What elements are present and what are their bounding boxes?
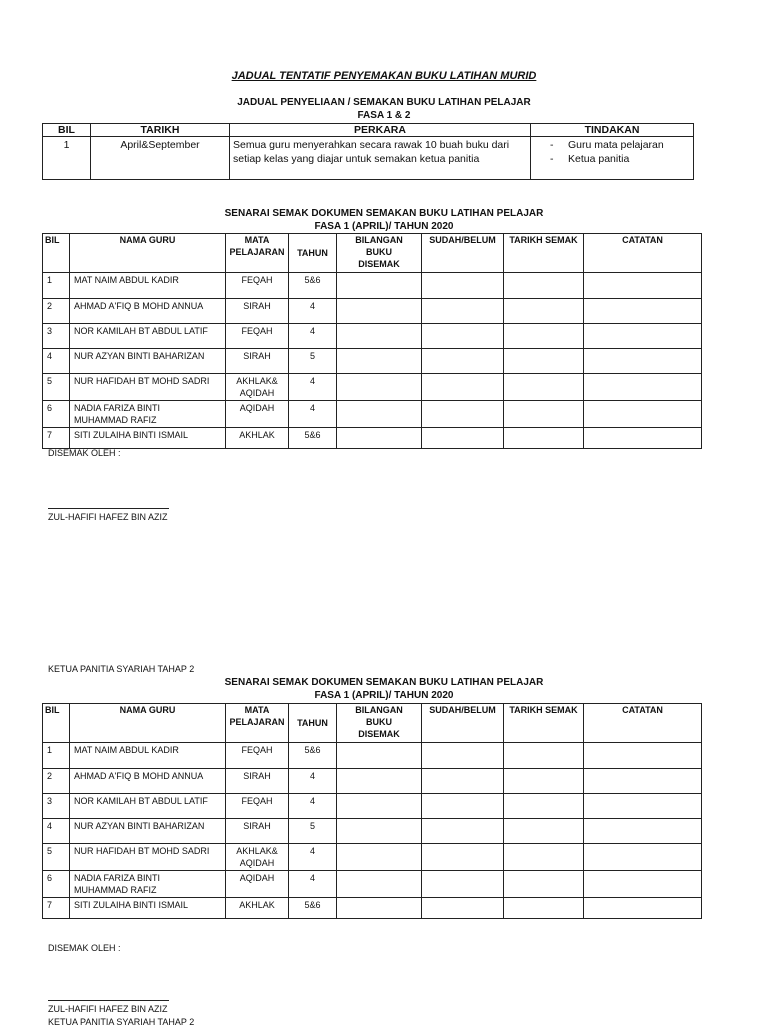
nama-line: NUR AZYAN BINTI BAHARIZAN [74,821,205,831]
row-bilangan-buku[interactable] [337,428,422,449]
row-catatan[interactable] [584,428,702,449]
header-text: DISEMAK [358,729,400,739]
schedule-title: JADUAL PENYELIAAN / SEMAKAN BUKU LATIHAN PELAJAR [237,97,531,108]
row-tahun: 5 [289,819,337,844]
checklist-subtitle: FASA 1 (APRIL)/ TAHUN 2020 [314,221,454,232]
signature-line [48,508,169,509]
row-sudah-belum[interactable] [422,844,504,871]
signatory-position: KETUA PANITIA SYARIAH TAHAP 2 [48,664,195,674]
row-mata-pelajaran [226,273,289,299]
row-bilangan-buku[interactable] [337,769,422,794]
row-sudah-belum[interactable] [422,299,504,324]
mata-line: AQIDAH [239,858,275,868]
row-tarikh-semak[interactable] [504,794,584,819]
row-bil: 5 [43,844,70,871]
checklist-table [42,703,702,919]
mata-line: AQIDAH [239,403,275,413]
row-bil: 2 [43,299,70,324]
row-mata-pelajaran [226,819,289,844]
row-tahun: 5&6 [289,273,337,299]
signatory-name: ZUL-HAFIFI HAFEZ BIN AZIZ [48,512,168,522]
row-nama-guru [70,428,226,449]
row-tahun: 4 [289,871,337,898]
mata-line: AKHLAK& [236,846,278,856]
row-bilangan-buku[interactable] [337,324,422,349]
row-nama-guru [70,844,226,871]
mata-line: FEQAH [241,745,273,755]
row-bilangan-buku[interactable] [337,844,422,871]
row-bil: 7 [43,898,70,919]
checklist-row [43,794,702,819]
row-nama-guru [70,401,226,428]
row-bilangan-buku[interactable] [337,898,422,919]
row-sudah-belum[interactable] [422,374,504,401]
row-sudah-belum[interactable] [422,794,504,819]
row-tarikh-semak[interactable] [504,324,584,349]
row-catatan[interactable] [584,898,702,919]
mata-line: AKHLAK& [236,376,278,386]
row-tahun: 4 [289,769,337,794]
header-mata-pelajaran [226,234,289,273]
nama-line: AHMAD A'FIQ B MOHD ANNUA [74,301,204,311]
header-text: BILANGAN [355,705,403,715]
nama-line: MAT NAIM ABDUL KADIR [74,745,179,755]
row-sudah-belum[interactable] [422,871,504,898]
row-bil: 1 [43,743,70,769]
mata-line: SIRAH [243,771,271,781]
nama-line: MAT NAIM ABDUL KADIR [74,275,179,285]
row-mata-pelajaran [226,299,289,324]
header-nama-guru: NAMA GURU [70,234,226,273]
schedule-bil: 1 [43,137,91,180]
row-mata-pelajaran [226,898,289,919]
row-bilangan-buku[interactable] [337,299,422,324]
mata-line: FEQAH [241,326,273,336]
signatory-position: KETUA PANITIA SYARIAH TAHAP 2 [48,1017,195,1027]
nama-line: NADIA FARIZA BINTI [74,403,161,413]
mata-line: SIRAH [243,351,271,361]
checklist-header-row [43,234,702,273]
row-bil: 7 [43,428,70,449]
row-tahun: 5&6 [289,898,337,919]
header-tarikh: TARIKH [91,124,230,137]
row-catatan[interactable] [584,743,702,769]
row-nama-guru [70,374,226,401]
checklist-subtitle: FASA 1 (APRIL)/ TAHUN 2020 [314,690,454,701]
row-nama-guru [70,898,226,919]
mata-line: SIRAH [243,821,271,831]
row-tahun: 4 [289,374,337,401]
header-text: PELAJARAN [229,717,285,727]
mata-line: FEQAH [241,275,273,285]
checklist-title: SENARAI SEMAK DOKUMEN SEMAKAN BUKU LATIHAN PELAJAR [224,677,544,688]
row-tahun: 4 [289,299,337,324]
row-mata-pelajaran [226,324,289,349]
header-mata-pelajaran [226,704,289,743]
row-tarikh-semak[interactable] [504,349,584,374]
checklist-row [43,349,702,374]
header-catatan: CATATAN [584,704,702,743]
nama-line: AHMAD A'FIQ B MOHD ANNUA [74,771,204,781]
row-tarikh-semak[interactable] [504,743,584,769]
checklist-row [43,374,702,401]
nama-line: NADIA FARIZA BINTI [74,873,161,883]
nama-line: SITI ZULAIHA BINTI ISMAIL [74,430,189,440]
header-text: PELAJARAN [229,247,285,257]
row-tarikh-semak[interactable] [504,819,584,844]
header-nama-guru: NAMA GURU [70,704,226,743]
schedule-header-row [43,124,694,137]
header-tarikh-semak: TARIKH SEMAK [504,704,584,743]
schedule-row [43,137,694,180]
header-perkara: PERKARA [230,124,531,137]
tindakan-item: - Ketua panitia [534,152,690,166]
disemak-oleh-label: DISEMAK OLEH : [48,448,121,458]
row-catatan[interactable] [584,349,702,374]
row-bil: 4 [43,349,70,374]
checklist-row [43,428,702,449]
row-catatan[interactable] [584,819,702,844]
row-bil: 6 [43,871,70,898]
row-mata-pelajaran [226,794,289,819]
checklist-table [42,233,702,449]
mata-line: AKHLAK [239,900,275,910]
row-tarikh-semak[interactable] [504,374,584,401]
schedule-phase: FASA 1 & 2 [357,110,411,121]
row-sudah-belum[interactable] [422,743,504,769]
row-tarikh-semak[interactable] [504,428,584,449]
row-bilangan-buku[interactable] [337,794,422,819]
header-tarikh-semak: TARIKH SEMAK [504,234,584,273]
nama-line: NOR KAMILAH BT ABDUL LATIF [74,796,208,806]
row-tarikh-semak[interactable] [504,273,584,299]
row-bilangan-buku[interactable] [337,743,422,769]
row-mata-pelajaran [226,401,289,428]
mata-line: SIRAH [243,301,271,311]
checklist-row [43,743,702,769]
header-text: MATA [244,235,270,245]
row-mata-pelajaran [226,743,289,769]
row-bil: 3 [43,324,70,349]
nama-line: MUHAMMAD RAFIZ [74,415,157,425]
row-nama-guru [70,743,226,769]
checklist-row [43,299,702,324]
row-mata-pelajaran [226,349,289,374]
nama-line: NUR AZYAN BINTI BAHARIZAN [74,351,205,361]
schedule-tarikh: April&September [91,137,230,180]
row-sudah-belum[interactable] [422,273,504,299]
header-sudah-belum: SUDAH/BELUM [422,704,504,743]
row-bil: 1 [43,273,70,299]
row-tahun: 4 [289,401,337,428]
row-mata-pelajaran [226,374,289,401]
row-bil: 2 [43,769,70,794]
document-title: JADUAL TENTATIF PENYEMAKAN BUKU LATIHAN MURID [231,70,537,82]
row-nama-guru [70,324,226,349]
checklist-row [43,898,702,919]
header-text: BILANGAN [355,235,403,245]
row-bilangan-buku[interactable] [337,819,422,844]
checklist-row [43,819,702,844]
header-sudah-belum: SUDAH/BELUM [422,234,504,273]
checklist-title: SENARAI SEMAK DOKUMEN SEMAKAN BUKU LATIHAN PELAJAR [224,208,544,219]
nama-line: NUR HAFIDAH BT MOHD SADRI [74,846,210,856]
mata-line: FEQAH [241,796,273,806]
row-tahun: 4 [289,844,337,871]
row-mata-pelajaran [226,428,289,449]
header-bil: BIL [43,124,91,137]
checklist-row [43,324,702,349]
row-mata-pelajaran [226,844,289,871]
row-catatan[interactable] [584,401,702,428]
mata-line: AQIDAH [239,388,275,398]
row-catatan[interactable] [584,769,702,794]
row-bil: 4 [43,819,70,844]
header-text: BUKU [366,717,392,727]
header-tahun: TAHUN [289,704,337,743]
row-bilangan-buku[interactable] [337,401,422,428]
row-catatan[interactable] [584,844,702,871]
header-tahun: TAHUN [289,234,337,273]
row-tarikh-semak[interactable] [504,769,584,794]
header-bilangan-buku [337,704,422,743]
row-tahun: 4 [289,324,337,349]
row-tahun: 5 [289,349,337,374]
tindakan-item: - Guru mata pelajaran [534,138,690,152]
checklist-header-row [43,704,702,743]
header-text: DISEMAK [358,259,400,269]
row-nama-guru [70,273,226,299]
row-nama-guru [70,349,226,374]
row-bilangan-buku[interactable] [337,871,422,898]
row-tarikh-semak[interactable] [504,401,584,428]
row-bil: 5 [43,374,70,401]
schedule-tindakan [531,137,694,180]
row-bilangan-buku[interactable] [337,349,422,374]
row-bil: 6 [43,401,70,428]
nama-line: NUR HAFIDAH BT MOHD SADRI [74,376,210,386]
disemak-oleh-label: DISEMAK OLEH : [48,943,121,953]
header-bil: BIL [43,704,70,743]
row-catatan[interactable] [584,273,702,299]
checklist-row [43,273,702,299]
nama-line: NOR KAMILAH BT ABDUL LATIF [74,326,208,336]
row-nama-guru [70,794,226,819]
row-sudah-belum[interactable] [422,324,504,349]
schedule-table [42,123,694,180]
checklist-row [43,769,702,794]
row-nama-guru [70,299,226,324]
row-tarikh-semak[interactable] [504,299,584,324]
row-tahun: 4 [289,794,337,819]
nama-line: SITI ZULAIHA BINTI ISMAIL [74,900,189,910]
schedule-perkara: Semua guru menyerahkan secara rawak 10 buah buku dari setiap kelas yang diajar untuk semakan ketua panitia [230,137,531,180]
row-nama-guru [70,871,226,898]
row-bilangan-buku[interactable] [337,273,422,299]
header-text: MATA [244,705,270,715]
checklist-row [43,401,702,428]
row-tarikh-semak[interactable] [504,844,584,871]
row-catatan[interactable] [584,871,702,898]
row-sudah-belum[interactable] [422,401,504,428]
row-sudah-belum[interactable] [422,349,504,374]
header-catatan: CATATAN [584,234,702,273]
mata-line: AQIDAH [239,873,275,883]
row-mata-pelajaran [226,769,289,794]
row-nama-guru [70,769,226,794]
header-text: BUKU [366,247,392,257]
row-sudah-belum[interactable] [422,898,504,919]
row-catatan[interactable] [584,324,702,349]
row-tahun: 5&6 [289,743,337,769]
nama-line: MUHAMMAD RAFIZ [74,885,157,895]
row-sudah-belum[interactable] [422,769,504,794]
mata-line: AKHLAK [239,430,275,440]
row-sudah-belum[interactable] [422,819,504,844]
signatory-name: ZUL-HAFIFI HAFEZ BIN AZIZ [48,1004,168,1014]
row-catatan[interactable] [584,374,702,401]
row-catatan[interactable] [584,299,702,324]
row-sudah-belum[interactable] [422,428,504,449]
signature-line [48,1000,169,1001]
row-bil: 3 [43,794,70,819]
header-bil: BIL [43,234,70,273]
row-tahun: 5&6 [289,428,337,449]
header-tindakan: TINDAKAN [531,124,694,137]
row-tarikh-semak[interactable] [504,871,584,898]
checklist-row [43,844,702,871]
checklist-row [43,871,702,898]
row-tarikh-semak[interactable] [504,898,584,919]
row-catatan[interactable] [584,794,702,819]
header-bilangan-buku [337,234,422,273]
row-bilangan-buku[interactable] [337,374,422,401]
row-mata-pelajaran [226,871,289,898]
row-nama-guru [70,819,226,844]
